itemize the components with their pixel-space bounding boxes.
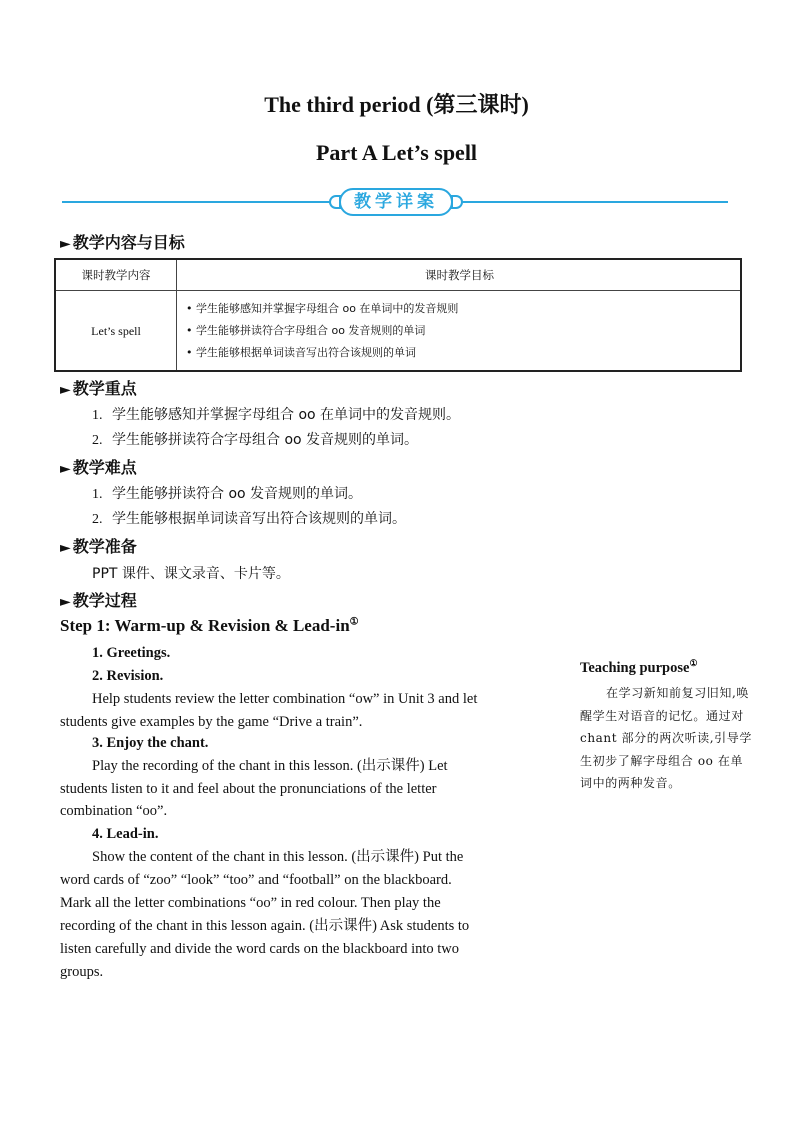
footnote-marker: ① <box>349 616 359 628</box>
banner-line-right <box>462 201 728 203</box>
list-item: 2. 学生能够根据单词读音写出符合该规则的单词。 <box>92 511 406 527</box>
triangle-icon: ► <box>60 236 71 252</box>
preparation-text: PPT 课件、课文录音、卡片等。 <box>92 566 290 582</box>
table-cell-content: Let’s spell <box>91 324 141 338</box>
goal-item: • 学生能够根据单词读音写出符合该规则的单词 <box>186 346 416 359</box>
item-heading: 4. Lead-in. <box>92 826 159 842</box>
item-heading: 3. Enjoy the chant. <box>92 735 209 751</box>
paragraph-line: listen carefully and divide the word cards on the blackboard into two <box>60 941 460 957</box>
paragraph-line: recording of the chant in this lesson again. (出示课件) Ask students to <box>60 918 470 934</box>
page-title: The third period (第三课时) <box>264 92 529 117</box>
list-item: 1. 学生能够拼读符合 oo 发音规则的单词。 <box>92 486 363 502</box>
list-item: 1. 学生能够感知并掌握字母组合 oo 在单词中的发音规则。 <box>92 407 461 423</box>
step-heading: Step 1: Warm-up & Revision & Lead-in① <box>60 616 359 635</box>
triangle-icon: ► <box>60 594 71 610</box>
section-heading-label: 教学重点 <box>72 379 137 398</box>
paragraph-line: groups. <box>60 964 104 980</box>
paragraph-line: students listen to it and feel about the pronunciations of the letter <box>60 781 437 797</box>
paragraph-line: word cards of “zoo” “look” “too” and “football” on the blackboard. <box>60 872 452 888</box>
section-heading-preparation <box>60 534 137 557</box>
table-cell-goals <box>186 298 736 364</box>
table-header-goals: 课时教学目标 <box>425 268 494 282</box>
paragraph-line: Help students review the letter combination “ow” in Unit 3 and let <box>92 691 478 707</box>
sidebar-title: Teaching purpose① <box>580 658 698 676</box>
goals-table <box>54 258 742 372</box>
paragraph-line: Mark all the letter combinations “oo” in red colour. Then play the <box>60 895 441 911</box>
sidebar-text: 在学习新知前复习旧知,唤醒学生对语音的记忆。通过对 chant 部分的两次听读,引导学生初步了解字母组合 oo 在单词中的两种发音。 <box>580 686 752 790</box>
section-heading-difficulties <box>60 455 137 478</box>
banner-label: 教学详案 <box>354 192 438 212</box>
section-heading-label: 教学准备 <box>72 537 137 556</box>
paragraph-line: Play the recording of the chant in this lesson. (出示课件) Let <box>92 758 448 774</box>
section-heading-label: 教学过程 <box>72 591 137 610</box>
goal-item: • 学生能够拼读符合字母组合 oo 发音规则的单词 <box>186 324 426 337</box>
section-heading-content-goals <box>60 230 185 253</box>
paragraph-line: combination “oo”. <box>60 803 168 819</box>
list-item: 2. 学生能够拼读符合字母组合 oo 发音规则的单词。 <box>92 432 419 448</box>
goal-item: • 学生能够感知并掌握字母组合 oo 在单词中的发音规则 <box>186 302 459 315</box>
banner-line-left <box>62 201 330 203</box>
paragraph-line: Show the content of the chant in this lesson. (出示课件) Put the <box>92 849 464 865</box>
section-heading-label: 教学难点 <box>72 458 137 477</box>
section-heading-label: 教学内容与目标 <box>72 233 185 252</box>
section-heading-key-points <box>60 376 137 399</box>
section-heading-process <box>60 588 137 611</box>
paragraph-line: students give examples by the game “Drive a train”. <box>60 714 363 730</box>
footnote-marker: ① <box>689 658 698 668</box>
section-banner <box>325 188 467 218</box>
triangle-icon: ► <box>60 382 71 398</box>
triangle-icon: ► <box>60 540 71 556</box>
item-heading: 2. Revision. <box>92 668 164 684</box>
item-heading: 1. Greetings. <box>92 645 171 661</box>
triangle-icon: ► <box>60 461 71 477</box>
table-header-content: 课时教学内容 <box>81 268 151 282</box>
page-subtitle: Part A Let’s spell <box>315 140 478 165</box>
